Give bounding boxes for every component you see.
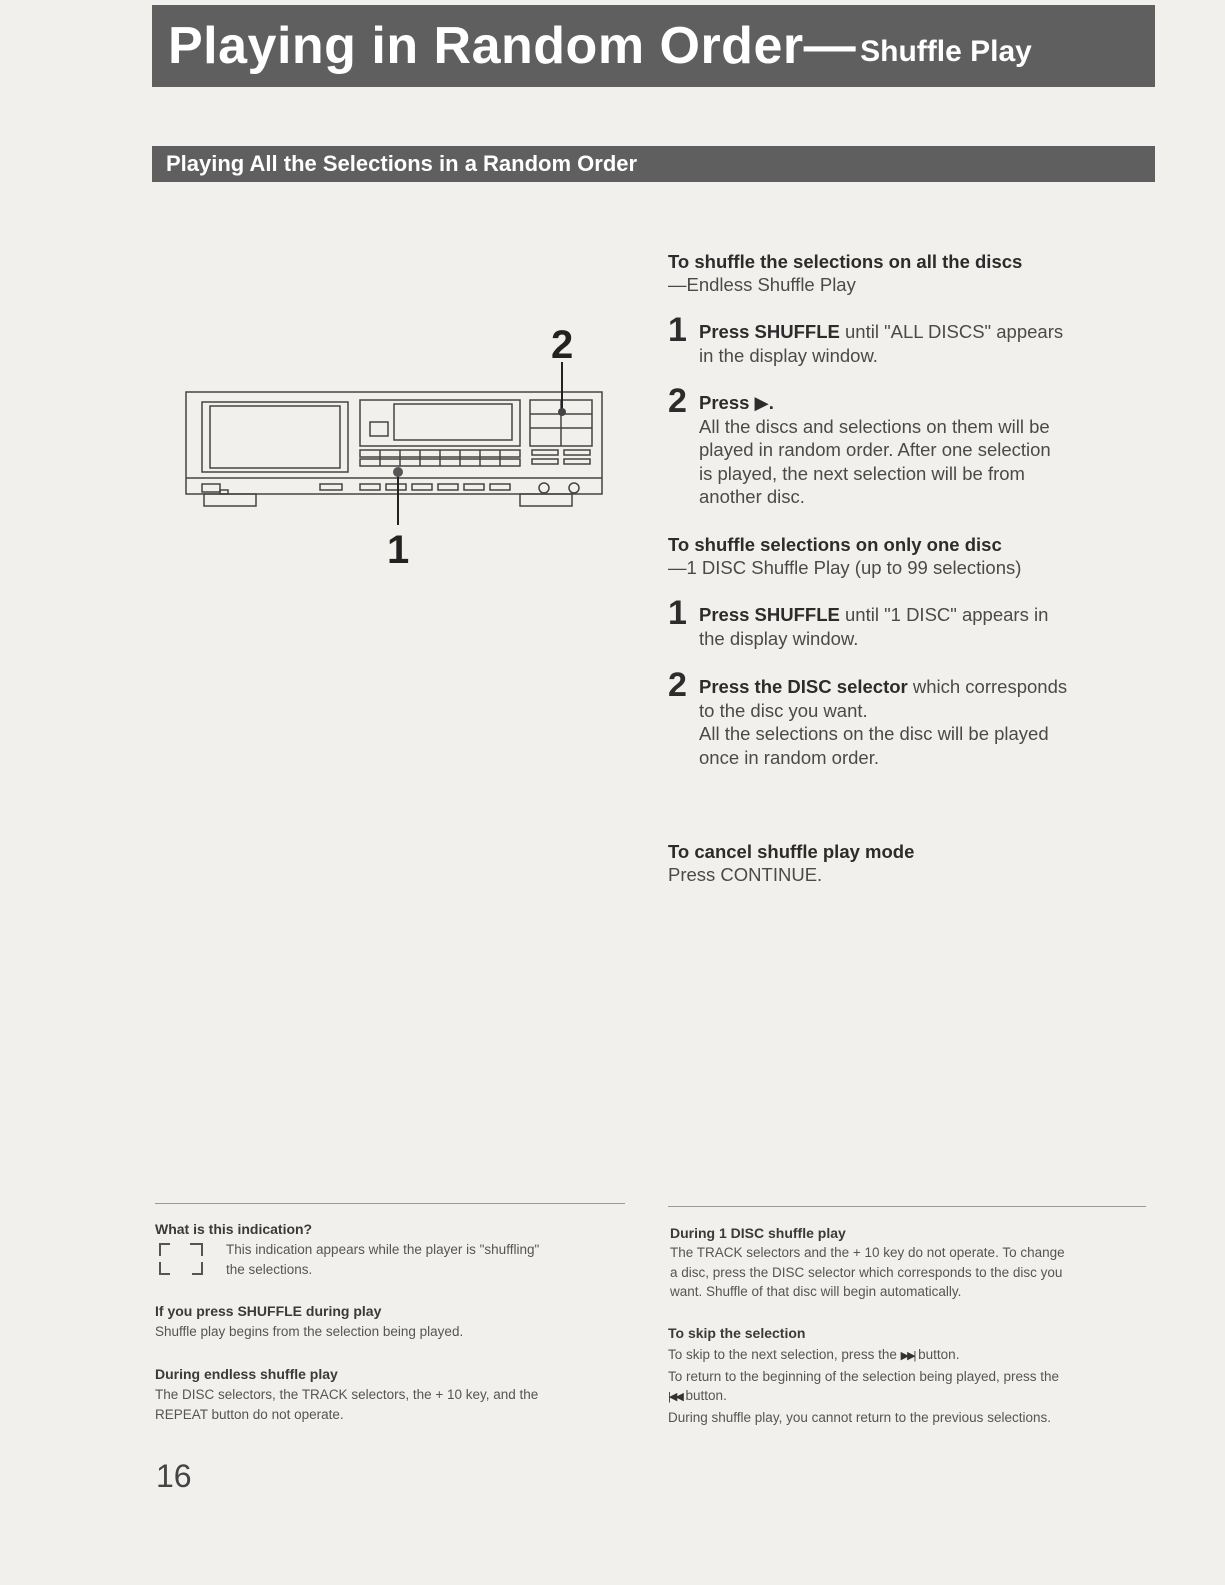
next-track-icon: ▶▶|: [900, 1350, 915, 1362]
skip-text-4: During shuffle play, you cannot return to the previous selections.: [668, 1409, 1051, 1425]
step-instruction: Press ▶.: [699, 392, 774, 413]
shuffle-during-play-heading: If you press SHUFFLE during play: [155, 1303, 382, 1319]
endless-shuffle-heading: During endless shuffle play: [155, 1366, 338, 1382]
shuffle-indicator-icon: [156, 1240, 212, 1280]
callout-number-2: 2: [551, 323, 574, 367]
step-number: 1: [668, 594, 687, 632]
skip-text-1b: button.: [914, 1347, 960, 1362]
cancel-heading: To cancel shuffle play mode: [668, 841, 915, 862]
indication-text: This indication appears while the player is "shuffling": [226, 1242, 540, 1257]
step-line: All the discs and selections on them will be: [699, 415, 1050, 437]
skip-text-2: To return to the beginning of the selection being played, press the: [668, 1368, 1060, 1384]
notes-divider-left: [155, 1203, 625, 1204]
all-discs-heading: To shuffle the selections on all the discs: [668, 251, 1023, 272]
one-disc-shuffle-line: The TRACK selectors and the + 10 key do not operate. To change: [670, 1245, 1065, 1260]
callout-number-1: 1: [387, 528, 410, 572]
step-number: 2: [668, 666, 687, 704]
step-line: is played, the next selection will be from: [699, 462, 1025, 484]
all-discs-subheading: —Endless Shuffle Play: [668, 274, 856, 295]
one-disc-shuffle-line: want. Shuffle of that disc will begin automatically.: [670, 1284, 962, 1299]
step-instruction: Press SHUFFLE: [699, 321, 840, 342]
step-line: All the selections on the disc will be played: [699, 723, 1049, 744]
endless-shuffle-text: The DISC selectors, the TRACK selectors, the + 10 key, and the: [155, 1387, 539, 1402]
skip-heading: To skip the selection: [668, 1325, 806, 1341]
step-instruction: Press the DISC selector: [699, 676, 908, 697]
step-line: another disc.: [699, 486, 805, 507]
section-title-bar: [152, 146, 1155, 182]
step-line: played in random order. After one selection: [699, 439, 1051, 460]
notes-divider-right: [668, 1206, 1146, 1207]
step-number: 2: [668, 382, 687, 420]
one-disc-shuffle-heading: During 1 DISC shuffle play: [670, 1225, 846, 1241]
one-disc-subheading: —1 DISC Shuffle Play (up to 99 selections): [668, 557, 1022, 578]
step-number: 1: [668, 311, 687, 349]
step-text: until "1 DISC" appears in: [839, 604, 1049, 625]
page-title: Playing in Random Order: [168, 17, 804, 75]
step-text-line2: in the display window.: [699, 344, 878, 366]
step-line: once in random order.: [699, 746, 879, 768]
cancel-text: Press CONTINUE.: [668, 864, 823, 885]
skip-text-1: To skip to the next selection, press the: [668, 1347, 901, 1362]
one-disc-heading: To shuffle selections on only one disc: [668, 534, 1002, 555]
one-disc-shuffle-line: a disc, press the DISC selector which corresponds to the disc you: [670, 1264, 1063, 1280]
step-line: to the disc you want.: [699, 699, 868, 721]
endless-shuffle-text-2: REPEAT button do not operate.: [155, 1406, 344, 1422]
previous-track-icon: |◀◀: [668, 1391, 682, 1403]
step-instruction: Press SHUFFLE: [699, 604, 840, 625]
page-number: 16: [156, 1458, 192, 1494]
step-text-line2: the display window.: [699, 627, 859, 649]
section-title: Playing All the Selections in a Random Order: [166, 151, 638, 176]
page-subtitle: Shuffle Play: [860, 35, 1032, 68]
page-title-banner: [152, 5, 1155, 87]
title-dash: —: [803, 17, 857, 75]
indication-text-2: the selections.: [226, 1261, 313, 1277]
skip-text-3: button.: [681, 1388, 727, 1403]
indication-heading: What is this indication?: [155, 1221, 313, 1237]
shuffle-during-play-text: Shuffle play begins from the selection being played.: [155, 1324, 464, 1339]
cd-player-illustration: [180, 320, 610, 580]
step-text: which corresponds: [907, 676, 1068, 697]
step-text: until "ALL DISCS" appears: [839, 321, 1064, 342]
